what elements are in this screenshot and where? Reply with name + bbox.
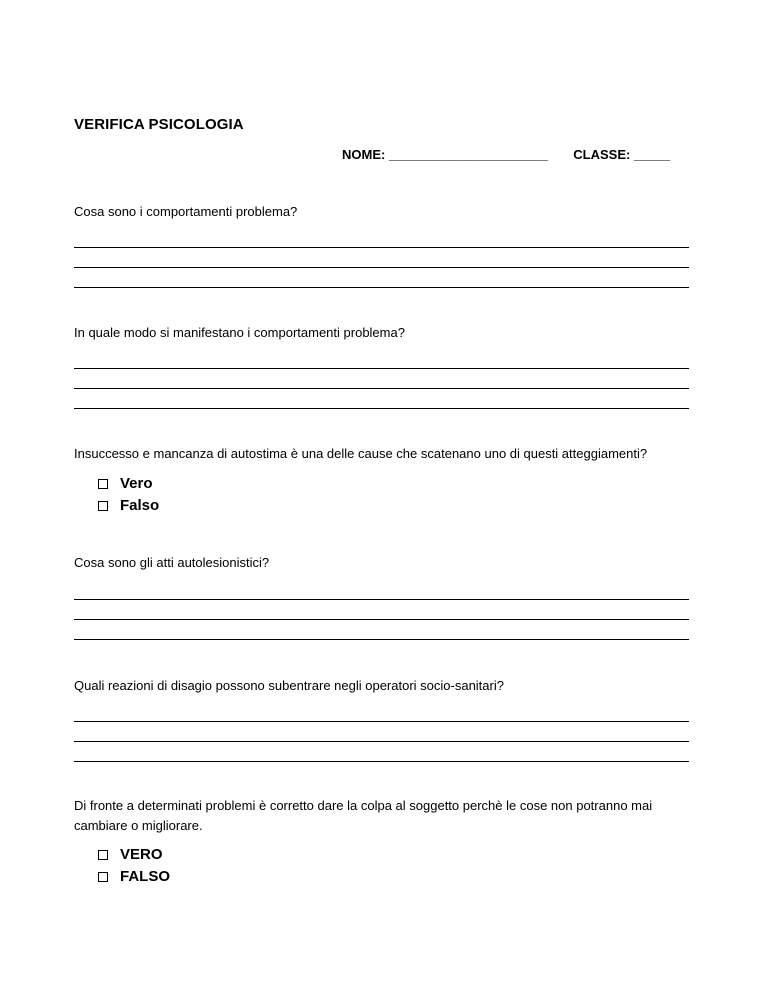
question-6: Di fronte a determinati problemi è corretto dare la colpa al soggetto perchè le cose non potranno mai cambiare o migliorare. [74, 798, 653, 833]
answer-area-4[interactable] [74, 580, 689, 640]
student-info-fields [342, 147, 670, 162]
document-title: VERIFICA PSICOLOGIA [74, 116, 244, 133]
option-label: FALSO [120, 868, 171, 885]
checkbox-icon[interactable] [98, 872, 108, 882]
name-field[interactable]: NOME: ______________________ [342, 147, 549, 162]
question-3: Insuccesso e mancanza di autostima è una delle cause che scatenano uno di questi atteggiamenti? [74, 446, 648, 461]
option-label: VERO [120, 846, 163, 863]
option-label: Vero [120, 475, 153, 492]
option-vero[interactable] [98, 844, 170, 866]
answer-area-2[interactable] [74, 349, 689, 409]
answer-line[interactable] [74, 742, 689, 762]
question-4: Cosa sono gli atti autolesionistici? [74, 555, 270, 570]
question-1: Cosa sono i comportamenti problema? [74, 204, 298, 219]
option-falso[interactable] [98, 495, 159, 517]
question-5: Quali reazioni di disagio possono subentrare negli operatori socio-sanitari? [74, 678, 504, 693]
options-question-6 [98, 844, 170, 888]
answer-line[interactable] [74, 580, 689, 600]
answer-line[interactable] [74, 349, 689, 369]
answer-line[interactable] [74, 389, 689, 409]
answer-area-5[interactable] [74, 702, 689, 762]
answer-line[interactable] [74, 248, 689, 268]
checkbox-icon[interactable] [98, 850, 108, 860]
answer-line[interactable] [74, 620, 689, 640]
answer-line[interactable] [74, 228, 689, 248]
answer-line[interactable] [74, 268, 689, 288]
answer-line[interactable] [74, 702, 689, 722]
option-falso[interactable] [98, 866, 170, 888]
checkbox-icon[interactable] [98, 501, 108, 511]
option-label: Falso [120, 497, 160, 514]
option-vero[interactable] [98, 473, 159, 495]
answer-line[interactable] [74, 369, 689, 389]
answer-line[interactable] [74, 722, 689, 742]
options-question-3 [98, 473, 159, 517]
checkbox-icon[interactable] [98, 479, 108, 489]
answer-area-1[interactable] [74, 228, 689, 288]
class-field[interactable]: CLASSE: _____ [573, 147, 671, 162]
answer-line[interactable] [74, 600, 689, 620]
question-2: In quale modo si manifestano i comportamenti problema? [74, 325, 405, 340]
